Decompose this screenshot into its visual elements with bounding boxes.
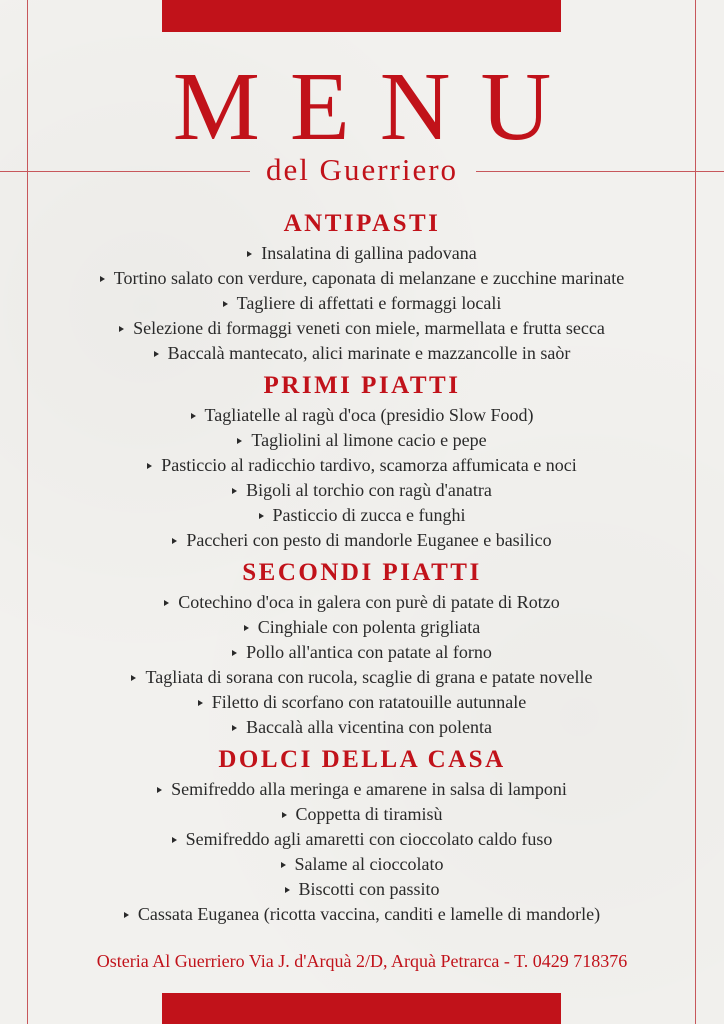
menu-item <box>30 640 694 665</box>
bullet-triangle-icon <box>119 326 124 332</box>
menu-item-text: Pollo all'antica con patate al forno <box>246 642 492 662</box>
menu-item-text: Insalatina di gallina padovana <box>261 243 477 263</box>
menu-subtitle: del Guerriero <box>265 152 459 187</box>
menu-item-text: Tortino salato con verdure, caponata di melanzane e zucchine marinate <box>113 268 625 288</box>
menu-item <box>30 291 694 316</box>
menu-item <box>30 478 694 503</box>
menu-item <box>30 690 694 715</box>
bullet-triangle-icon <box>285 887 290 893</box>
menu-item <box>30 428 694 453</box>
bullet-triangle-icon <box>282 812 287 818</box>
menu-item <box>30 852 694 877</box>
menu-item-text: Tagliata di sorana con rucola, scaglie di grana e patate novelle <box>145 667 593 687</box>
section-title: ANTIPASTI <box>283 210 441 237</box>
bullet-triangle-icon <box>172 837 177 843</box>
bullet-triangle-icon <box>237 438 242 444</box>
menu-item-text: Cotechino d'oca in galera con purè di patate di Rotzo <box>178 592 560 612</box>
footer-address: Osteria Al Guerriero Via J. d'Arquà 2/D, Arquà Petrarca - T. 0429 718376 <box>96 951 628 971</box>
bullet-triangle-icon <box>244 625 249 631</box>
menu-item-text: Cinghiale con polenta grigliata <box>257 617 481 637</box>
section-item-list <box>30 777 694 927</box>
bullet-triangle-icon <box>191 413 196 419</box>
menu-item-text: Semifreddo alla meringa e amarene in salsa di lamponi <box>171 779 567 799</box>
menu-item <box>30 266 694 291</box>
menu-item <box>30 590 694 615</box>
menu-item <box>30 902 694 927</box>
menu-item-text: Filetto di scorfano con ratatouille autunnale <box>211 692 527 712</box>
menu-item-text: Selezione di formaggi veneti con miele, marmellata e frutta secca <box>133 318 605 338</box>
bullet-triangle-icon <box>223 301 228 307</box>
menu-item-text: Tagliatelle al ragù d'oca (presidio Slow Food) <box>204 405 534 425</box>
menu-item-text: Coppetta di tiramisù <box>295 804 443 824</box>
menu-item-text: Baccalà mantecato, alici marinate e mazzancolle in saòr <box>167 343 571 363</box>
bullet-triangle-icon <box>124 912 129 918</box>
menu-item-text: Biscotti con passito <box>298 879 440 899</box>
top-red-bar <box>162 0 561 32</box>
menu-item <box>30 827 694 852</box>
menu-item-text: Tagliere di affettati e formaggi locali <box>236 293 502 313</box>
menu-item <box>30 528 694 553</box>
bullet-triangle-icon <box>259 513 264 519</box>
menu-item-text: Pasticcio di zucca e funghi <box>272 505 466 525</box>
menu-item-text: Semifreddo agli amaretti con cioccolato caldo fuso <box>185 829 553 849</box>
section-item-list <box>30 403 694 553</box>
bullet-triangle-icon <box>247 251 252 257</box>
menu-item <box>30 316 694 341</box>
menu-sections <box>30 207 694 930</box>
menu-item <box>30 403 694 428</box>
menu-item <box>30 802 694 827</box>
menu-item <box>30 241 694 266</box>
bullet-triangle-icon <box>154 351 159 357</box>
bullet-triangle-icon <box>281 862 286 868</box>
menu-item <box>30 341 694 366</box>
menu-item <box>30 877 694 902</box>
menu-title: MENU <box>172 53 582 161</box>
menu-item-text: Bigoli al torchio con ragù d'anatra <box>246 480 492 500</box>
menu-item-text: Paccheri con pesto di mandorle Euganee e basilico <box>186 530 552 550</box>
menu-item <box>30 665 694 690</box>
section-item-list <box>30 241 694 366</box>
bullet-triangle-icon <box>100 276 105 282</box>
bullet-triangle-icon <box>131 675 136 681</box>
menu-item-text: Pasticcio al radicchio tardivo, scamorza affumicata e noci <box>161 455 577 475</box>
section-title: SECONDI PIATTI <box>242 559 482 586</box>
menu-item-text: Tagliolini al limone cacio e pepe <box>251 430 487 450</box>
bullet-triangle-icon <box>232 650 237 656</box>
bullet-triangle-icon <box>164 600 169 606</box>
menu-item-text: Salame al cioccolato <box>294 854 444 874</box>
bullet-triangle-icon <box>172 538 177 544</box>
bullet-triangle-icon <box>198 700 203 706</box>
bullet-triangle-icon <box>157 787 162 793</box>
bullet-triangle-icon <box>232 725 237 731</box>
menu-item <box>30 615 694 640</box>
menu-item <box>30 453 694 478</box>
menu-item <box>30 503 694 528</box>
section-item-list <box>30 590 694 740</box>
menu-item-text: Cassata Euganea (ricotta vaccina, canditi e lamelle di mandorle) <box>137 904 601 924</box>
bullet-triangle-icon <box>147 463 152 469</box>
menu-item <box>30 777 694 802</box>
section-title: PRIMI PIATTI <box>263 372 461 399</box>
bottom-red-bar <box>162 993 561 1024</box>
menu-item-text: Baccalà alla vicentina con polenta <box>246 717 492 737</box>
menu-item <box>30 715 694 740</box>
bullet-triangle-icon <box>232 488 237 494</box>
section-title: DOLCI DELLA CASA <box>218 746 506 773</box>
